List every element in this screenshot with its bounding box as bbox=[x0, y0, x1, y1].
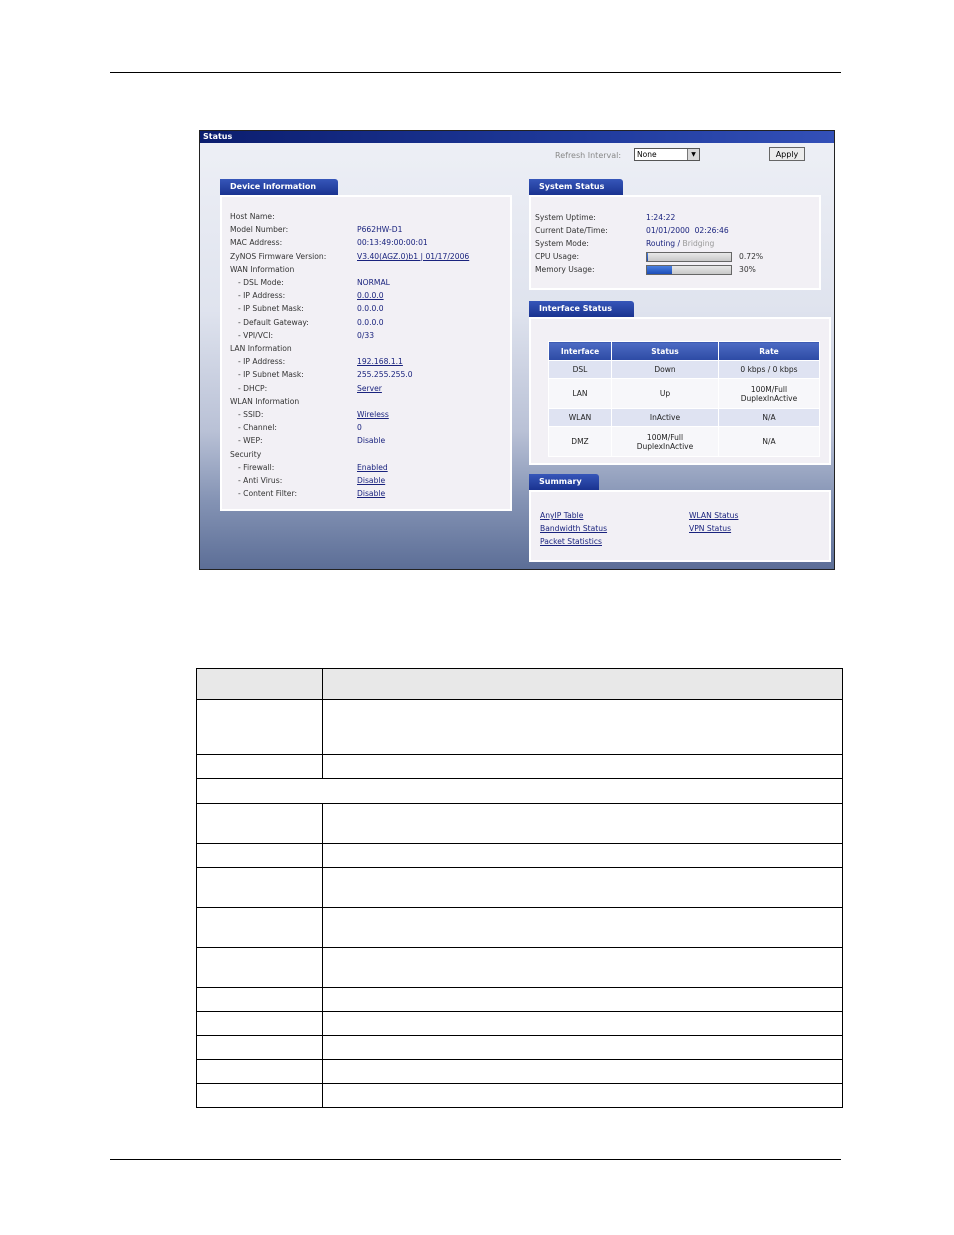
table-row bbox=[197, 755, 843, 779]
device-info-value-ip-address-link[interactable]: 0.0.0.0 bbox=[357, 291, 384, 301]
cell-status: Up bbox=[612, 379, 719, 409]
device-info-label-dhcp: - DHCP: bbox=[238, 383, 268, 393]
refresh-interval-label: Refresh Interval: bbox=[555, 151, 622, 160]
device-info-label-ip-subnet-mask: - IP Subnet Mask: bbox=[238, 304, 304, 314]
cpu-usage-value: 0.72% bbox=[739, 252, 764, 261]
cell-status: 100M/Full DuplexInActive bbox=[612, 427, 719, 457]
device-info-value-anti-virus-link[interactable]: Disable bbox=[357, 476, 386, 485]
device-info-value-zynos-firmware-version-link[interactable]: V3.40(AGZ.0)b1 | 01/17/2006 bbox=[357, 251, 470, 261]
device-info-label-vpi-vci: - VPI/VCI: bbox=[238, 330, 274, 340]
cell-interface: DSL bbox=[549, 361, 612, 379]
system-status-panel bbox=[529, 195, 821, 290]
cell-rate: N/A bbox=[719, 409, 820, 427]
device-info-label-mac-address: MAC Address: bbox=[230, 238, 283, 248]
table-row bbox=[197, 1060, 843, 1084]
memory-usage-fill bbox=[647, 266, 672, 274]
packet-statistics-link[interactable]: Packet Statistics bbox=[540, 537, 602, 546]
device-info-value-vpi-vci: 0/33 bbox=[357, 330, 375, 340]
device-info-label-host-name: Host Name: bbox=[230, 212, 275, 221]
device-information-panel bbox=[220, 195, 512, 511]
datetime-value: 01/01/2000 02:26:46 bbox=[646, 226, 729, 235]
device-info-value-mac-address: 00:13:49:00:00:01 bbox=[357, 238, 428, 248]
chevron-down-icon[interactable]: ▼ bbox=[687, 149, 699, 160]
device-info-value-default-gateway: 0.0.0.0 bbox=[357, 317, 384, 327]
mode-routing: Routing bbox=[646, 239, 676, 248]
interface-status-panel bbox=[529, 317, 831, 465]
table-row bbox=[197, 804, 843, 844]
table-row bbox=[197, 1084, 843, 1108]
cell-rate: 100M/Full DuplexInActive bbox=[719, 379, 820, 409]
vpn-status-link[interactable]: VPN Status bbox=[689, 524, 732, 533]
datetime-label: Current Date/Time: bbox=[535, 226, 608, 235]
table-row bbox=[197, 779, 843, 804]
table-row bbox=[197, 948, 843, 988]
tab-system-status: System Status bbox=[529, 179, 623, 195]
memory-usage-label: Memory Usage: bbox=[535, 265, 595, 274]
refresh-interval-value: None bbox=[637, 150, 657, 159]
tab-device-information: Device Information bbox=[220, 179, 338, 195]
device-info-value-ip-address-link[interactable]: 192.168.1.1 bbox=[357, 357, 403, 367]
tab-summary: Summary bbox=[529, 474, 599, 490]
column-header-rate: Rate bbox=[719, 342, 820, 361]
device-info-label-ip-address: - IP Address: bbox=[238, 291, 286, 301]
device-info-label-ip-subnet-mask: - IP Subnet Mask: bbox=[238, 370, 304, 380]
uptime-value: 1:24:22 bbox=[646, 213, 676, 222]
device-info-value-model-number: P662HW-D1 bbox=[357, 225, 403, 235]
mode-separator: / bbox=[675, 239, 683, 248]
device-info-value-channel: 0 bbox=[357, 423, 362, 433]
table-row bbox=[549, 361, 820, 379]
memory-usage-bar bbox=[646, 265, 732, 275]
device-info-label-wep: - WEP: bbox=[238, 436, 263, 446]
footer-rule bbox=[110, 1159, 841, 1160]
description-table bbox=[196, 668, 843, 1108]
device-info-value-wep: Disable bbox=[357, 436, 386, 446]
device-info-value-dsl-mode: NORMAL bbox=[357, 278, 390, 287]
apply-button[interactable]: Apply bbox=[769, 147, 805, 161]
device-info-label-ssid: - SSID: bbox=[238, 410, 264, 419]
column-header-interface: Interface bbox=[549, 342, 612, 361]
cpu-usage-fill bbox=[647, 253, 648, 261]
header-rule bbox=[110, 72, 841, 73]
table-header-cell bbox=[323, 669, 843, 700]
device-info-label-anti-virus: - Anti Virus: bbox=[238, 476, 283, 485]
mode-bridging: Bridging bbox=[682, 239, 715, 248]
refresh-interval-select[interactable] bbox=[634, 148, 700, 161]
device-info-label-firewall: - Firewall: bbox=[238, 462, 275, 472]
table-row bbox=[197, 700, 843, 755]
device-info-label-content-filter: - Content Filter: bbox=[238, 489, 297, 499]
device-info-label-default-gateway: - Default Gateway: bbox=[238, 317, 309, 327]
device-info-value-dhcp-link[interactable]: Server bbox=[357, 383, 382, 393]
system-mode-value bbox=[646, 239, 714, 248]
wlan-status-link[interactable]: WLAN Status bbox=[689, 511, 739, 520]
device-info-label-wlan-information: WLAN Information bbox=[230, 396, 300, 406]
uptime-label: System Uptime: bbox=[535, 213, 596, 222]
device-info-value-ip-subnet-mask: 0.0.0.0 bbox=[357, 304, 384, 314]
cell-status: Down bbox=[612, 361, 719, 379]
device-info-label-channel: - Channel: bbox=[238, 423, 277, 433]
device-info-value-content-filter-link[interactable]: Disable bbox=[357, 489, 386, 499]
interface-status-table bbox=[548, 341, 820, 457]
device-info-label-security: Security bbox=[230, 449, 262, 459]
table-row bbox=[549, 427, 820, 457]
table-row bbox=[549, 379, 820, 409]
device-info-label-dsl-mode: - DSL Mode: bbox=[238, 278, 284, 287]
cell-interface: DMZ bbox=[549, 427, 612, 457]
cell-rate: N/A bbox=[719, 427, 820, 457]
device-info-value-ssid-link[interactable]: Wireless bbox=[357, 410, 389, 419]
cell-interface: LAN bbox=[549, 379, 612, 409]
table-row bbox=[197, 844, 843, 868]
table-row bbox=[197, 1036, 843, 1060]
device-info-label-zynos-firmware-version: ZyNOS Firmware Version: bbox=[230, 251, 327, 261]
summary-panel bbox=[529, 490, 831, 562]
cell-rate: 0 kbps / 0 kbps bbox=[719, 361, 820, 379]
cpu-usage-bar bbox=[646, 252, 732, 262]
column-header-status: Status bbox=[612, 342, 719, 361]
cell-interface: WLAN bbox=[549, 409, 612, 427]
device-info-label-lan-information: LAN Information bbox=[230, 344, 292, 353]
device-info-label-model-number: Model Number: bbox=[230, 225, 289, 235]
table-row bbox=[197, 1012, 843, 1036]
table-row bbox=[197, 908, 843, 948]
device-info-label-ip-address: - IP Address: bbox=[238, 357, 286, 367]
device-info-label-wan-information: WAN Information bbox=[230, 264, 295, 274]
device-info-value-ip-subnet-mask: 255.255.255.0 bbox=[357, 370, 413, 380]
cell-status: InActive bbox=[612, 409, 719, 427]
table-row bbox=[197, 868, 843, 908]
system-mode-label: System Mode: bbox=[535, 239, 589, 248]
tab-interface-status: Interface Status bbox=[529, 301, 634, 317]
table-row bbox=[197, 988, 843, 1012]
cpu-usage-label: CPU Usage: bbox=[535, 252, 580, 261]
table-row bbox=[549, 409, 820, 427]
anyip-table-link[interactable]: AnyIP Table bbox=[540, 511, 584, 520]
device-info-value-firewall-link[interactable]: Enabled bbox=[357, 462, 388, 472]
bandwidth-status-link[interactable]: Bandwidth Status bbox=[540, 524, 608, 533]
memory-usage-value: 30% bbox=[739, 265, 756, 274]
table-header-cell bbox=[197, 669, 323, 700]
status-screen bbox=[199, 130, 835, 570]
window-title: Status bbox=[200, 131, 834, 143]
